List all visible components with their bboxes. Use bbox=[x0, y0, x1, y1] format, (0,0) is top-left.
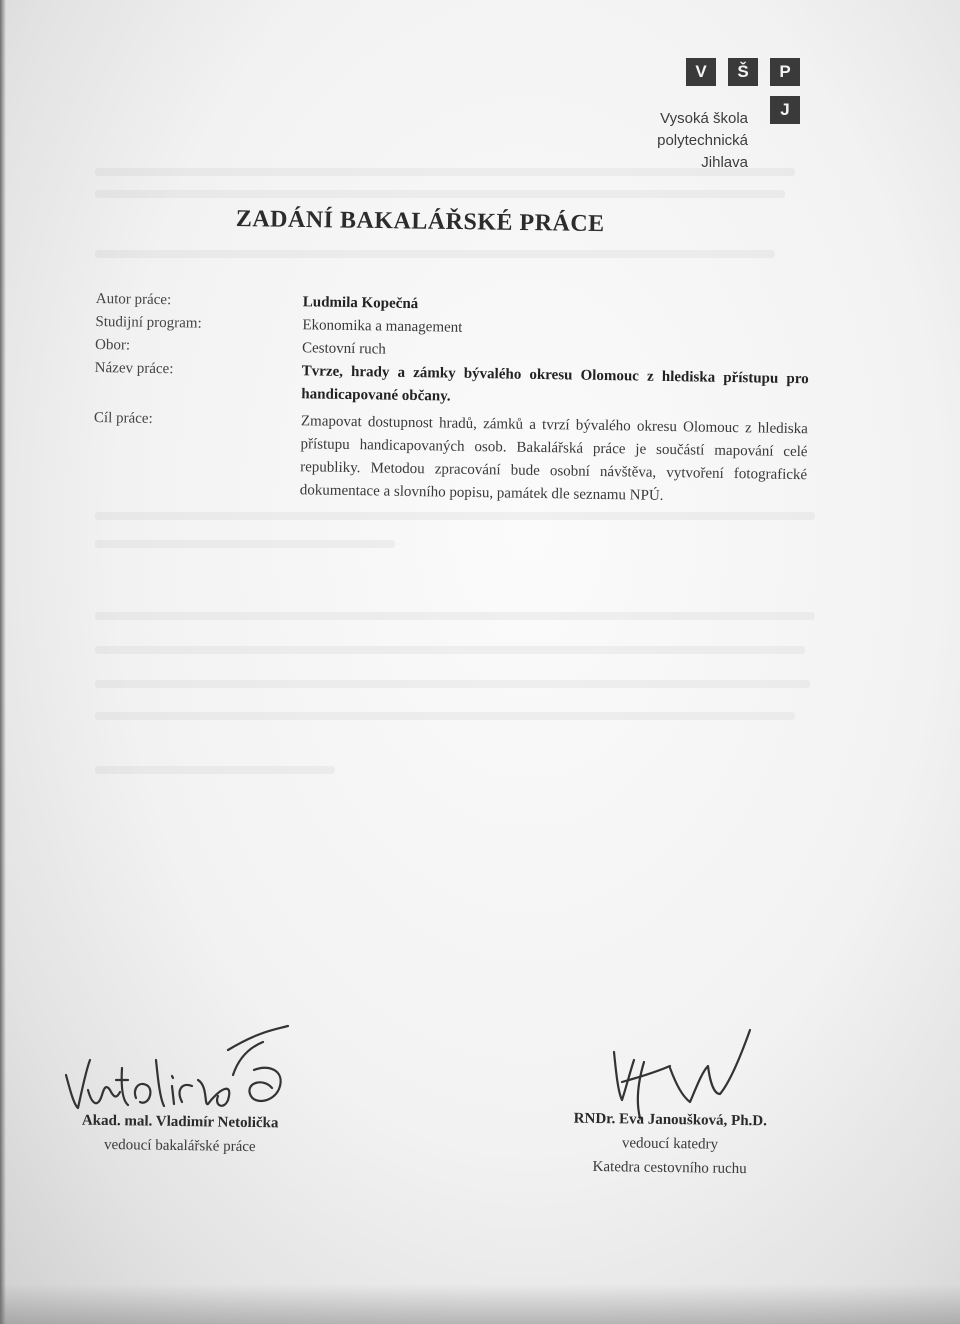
bleed-through-line bbox=[95, 512, 815, 520]
field-value: Cestovní ruch bbox=[301, 340, 386, 358]
field-label: Obor: bbox=[94, 336, 131, 354]
head-of-department-role: vedoucí katedry bbox=[621, 1135, 719, 1153]
author-value: Ludmila Kopečná bbox=[302, 294, 419, 313]
bleed-through-line bbox=[95, 540, 395, 548]
goal-label: Cíl práce: bbox=[93, 409, 153, 427]
supervisor-role: vedoucí bakalářské práce bbox=[103, 1136, 256, 1156]
bleed-through-line bbox=[95, 250, 775, 258]
bleed-through-line bbox=[95, 712, 795, 720]
school-name-line: Jihlava bbox=[701, 154, 748, 171]
department-name: Katedra cestovního ruchu bbox=[592, 1158, 747, 1178]
goal-row bbox=[93, 407, 808, 510]
logo-block-p: P bbox=[770, 58, 800, 86]
goal-value: Zmapovat dostupnost hradů, zámků a tvrzí bývalého okresu Olomouc z hlediska přístupu handicapovaných osob. Bakalářská práce je součástí mapování celé republiky. Metodou zpracování bude osobní návštěva, vytvoření fotografické dokumentace a slovního popisu, památek dle seznamu NPÚ. bbox=[299, 413, 808, 504]
thesis-name-label: Název práce: bbox=[94, 359, 174, 378]
school-name bbox=[657, 108, 748, 174]
signature-left bbox=[40, 1108, 321, 1160]
program-label: Studijní program: bbox=[95, 313, 202, 332]
head-of-department-name: RNDr. Eva Janoušková, Ph.D. bbox=[573, 1110, 768, 1130]
supervisor-name: Akad. mal. Vladimír Netolička bbox=[81, 1112, 279, 1132]
school-name-line: Vysoká škola bbox=[660, 110, 748, 127]
author-label: Autor práce: bbox=[95, 290, 172, 309]
bleed-through-line bbox=[95, 766, 335, 774]
logo-block-s: Š bbox=[728, 58, 758, 86]
bleed-through-line bbox=[95, 190, 785, 198]
bleed-through-line bbox=[95, 612, 815, 620]
logo-block-v: V bbox=[686, 58, 716, 86]
bleed-through-line bbox=[95, 680, 810, 688]
document-title: ZADÁNÍ BAKALÁŘSKÉ PRÁCE bbox=[235, 206, 605, 238]
school-name-line: polytechnická bbox=[657, 132, 748, 149]
logo-block-j: J bbox=[770, 96, 800, 124]
assignment-fields bbox=[93, 288, 810, 510]
thesis-name-value: Tvrze, hrady a zámky bývalého okresu Olomouc z hlediska přístupu pro handicapované občany. bbox=[301, 363, 809, 405]
program-value: Ekonomika a management bbox=[302, 317, 463, 336]
bleed-through-line bbox=[95, 646, 805, 654]
signature-left-image bbox=[58, 1020, 308, 1120]
signature-right bbox=[520, 1106, 821, 1182]
